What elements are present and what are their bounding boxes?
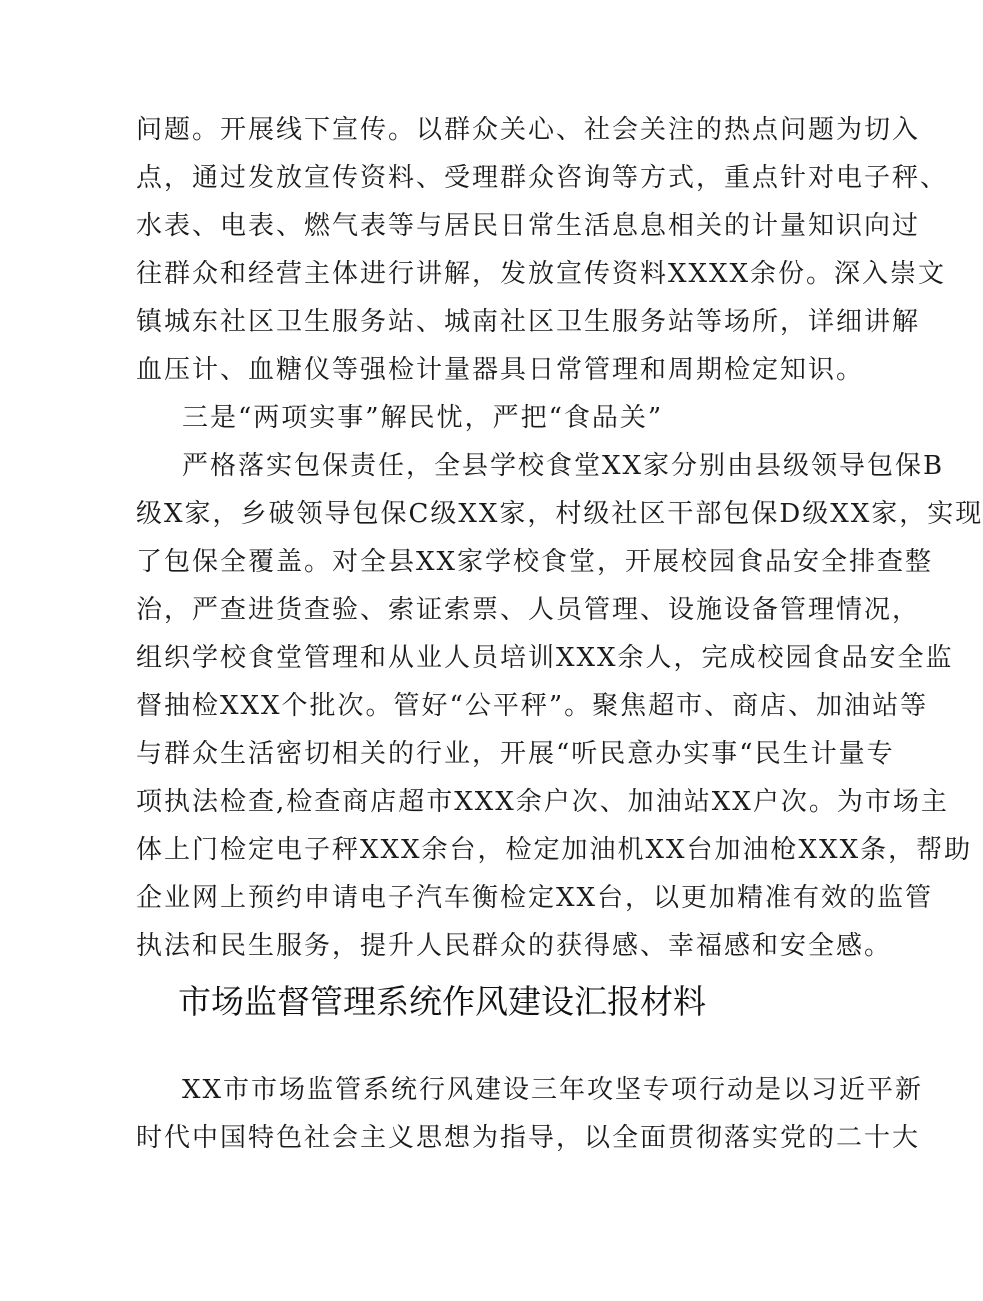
- text-line: 治，严查进货查验、索证索票、人员管理、设施设备管理情况，: [136, 595, 921, 625]
- text-line: 点，通过发放宣传资料、受理群众咨询等方式，重点针对电子秤、: [136, 163, 949, 193]
- text-line: 与群众生活密切相关的行业，开展“听民意办实事“民生计量专: [136, 739, 895, 769]
- text-line: 严格落实包保责任，全县学校食堂XX家分别由县级领导包保B: [182, 451, 945, 481]
- text-line: 往群众和经营主体进行讲解，发放宣传资料XXXX余份。深入崇文: [136, 259, 947, 289]
- text-line: 时代中国特色社会主义思想为指导，以全面贯彻落实党的二十大: [136, 1123, 921, 1153]
- text-line: 组织学校食堂管理和从业人员培训XXX余人，完成校园食品安全监: [136, 643, 954, 673]
- text-line: XX市市场监管系统行风建设三年攻坚专项行动是以习近平新: [182, 1075, 924, 1105]
- text-line: 镇城东社区卫生服务站、城南社区卫生服务站等场所，详细讲解: [136, 307, 921, 337]
- document-title: 市场监督管理系统作风建设汇报材料: [178, 982, 706, 1021]
- text-line: 执法和民生服务，提升人民群众的获得感、幸福感和安全感。: [136, 931, 893, 961]
- text-line: 企业网上预约申请电子汽车衡检定XX台，以更加精准有效的监管: [136, 883, 934, 913]
- text-line: 血压计、血糖仪等强检计量器具日常管理和周期检定知识。: [136, 355, 865, 385]
- text-line: 了包保全覆盖。对全县XX家学校食堂，开展校园食品安全排查整: [136, 547, 934, 577]
- text-line: 问题。开展线下宣传。以群众关心、社会关注的热点问题为切入: [136, 115, 921, 145]
- text-line: 督抽检XXX个批次。管好“公平秤”。聚焦超市、商店、加油站等: [136, 691, 929, 721]
- text-line: 项执法检查,检查商店超市XXX余户次、加油站XX户次。为市场主: [136, 787, 949, 817]
- section-subheading: 三是“两项实事”解民忧，严把“食品关”: [182, 403, 664, 433]
- text-line: 级X家，乡破领导包保C级XX家，村级社区干部包保D级XX家，实现: [136, 499, 983, 529]
- text-line: 水表、电表、燃气表等与居民日常生活息息相关的计量知识向过: [136, 211, 921, 241]
- text-line: 体上门检定电子秤XXX余台，检定加油机XX台加油枪XXX条，帮助: [136, 835, 973, 865]
